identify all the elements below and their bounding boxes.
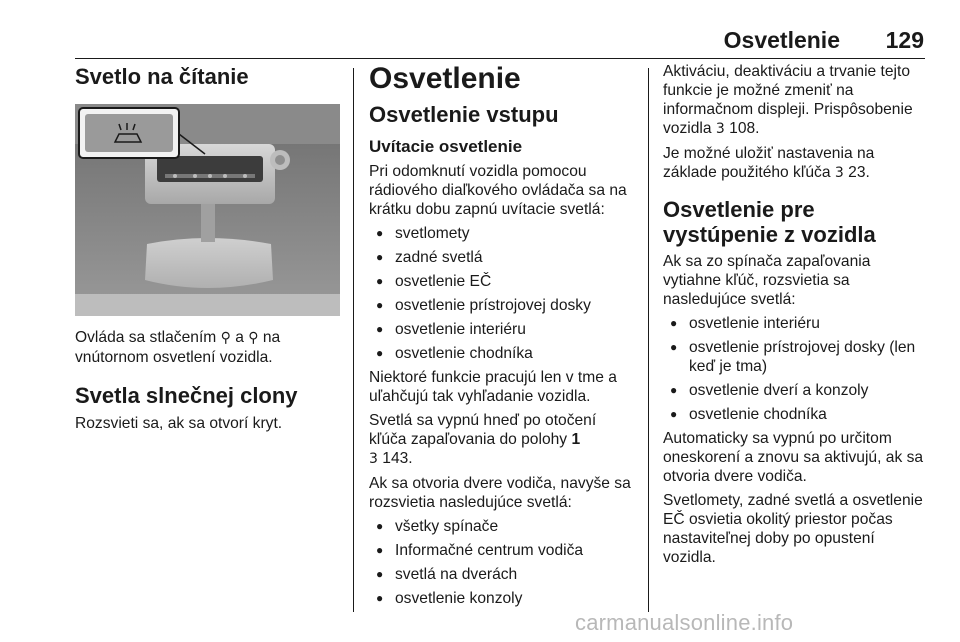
watermark: carmanualsonline.info xyxy=(575,610,794,635)
section-heading-exit-lighting: Osvetlenie pre vystúpenie z vozidla xyxy=(663,197,876,247)
list-item: ● všetky spínače xyxy=(369,517,637,536)
column-divider-2 xyxy=(648,68,649,612)
page-ref-link[interactable]: 23. xyxy=(848,164,870,181)
settings-text: Aktiváciu, deaktiváciu a trvanie tejto funkcie je možné zmeniť na informačnom displeji. Prispôsobenie vozidla 3 108. xyxy=(663,63,913,137)
reading-light-caption: Ovláda sa stlačením ⚲ a ⚲ na vnútornom osvetlení vozidla. xyxy=(75,329,281,366)
header-title: Osvetlenie xyxy=(723,27,840,53)
list-item: ● zadné svetlá xyxy=(369,248,637,267)
page-ref-arrow-icon: 3 xyxy=(369,451,378,467)
key-settings-text: Je možné uložiť nastavenia na základe použitého kľúča 3 23. xyxy=(663,145,875,181)
page-number: 129 xyxy=(885,27,924,53)
list-item: ● osvetlenie interiéru xyxy=(663,314,931,333)
driver-door-text: Ak sa otvoria dvere vodiča, navyše sa rozsvietia nasledujúce svetlá: xyxy=(369,475,631,511)
list-item: ● svetlomety xyxy=(369,224,637,243)
list-item: ● osvetlenie prístrojovej dosky xyxy=(369,296,637,315)
column-divider-1 xyxy=(353,68,354,612)
page-ref-arrow-icon: 3 xyxy=(715,121,725,137)
list-item: ● Informačné centrum vodiča xyxy=(369,541,637,560)
page-ref-link[interactable]: 108. xyxy=(729,120,760,137)
welcome-lighting-intro: Pri odomknutí vozidla pomocou rádiového diaľkového ovládača sa na krátku dobu zapnú uvítacie svetlá: xyxy=(369,163,627,218)
subsection-heading-welcome-lighting: Uvítacie osvetlenie xyxy=(369,137,523,156)
list-item: ● svetlá na dverách xyxy=(369,565,637,584)
section-heading-reading-light: Svetlo na čítanie xyxy=(75,64,249,89)
exit-lighting-intro: Ak sa zo spínača zapaľovania vytiahne kľúč, rozsvietia sa nasledujúce svetlá: xyxy=(663,253,871,308)
header-rule xyxy=(75,58,925,59)
ignition-off-text: Svetlá sa vypnú hneď po otočení kľúča zapaľovania do polohy 1 3 143. xyxy=(369,412,597,467)
list-item: ● osvetlenie chodníka xyxy=(369,344,637,363)
auto-off-text: Automaticky sa vypnú po určitom oneskorení a znovu sa aktivujú, ak sa otvoria dvere vodiča. xyxy=(663,430,924,485)
list-item: ● osvetlenie EČ xyxy=(369,272,637,291)
column-3 xyxy=(663,62,931,572)
sun-visor-text: Rozsvieti sa, ak sa otvorí kryt. xyxy=(75,415,283,432)
reading-light-icon-2: ⚲ xyxy=(248,330,259,346)
list-item: ● osvetlenie dverí a konzoly xyxy=(663,381,931,400)
column-2 xyxy=(369,62,637,613)
chapter-heading: Osvetlenie xyxy=(369,62,521,95)
reading-light-icon: ⚲ xyxy=(220,330,231,346)
column-1 xyxy=(75,62,340,438)
list-item: ● osvetlenie interiéru xyxy=(369,320,637,339)
exit-lights-list xyxy=(663,314,931,424)
list-item: ● osvetlenie konzoly xyxy=(369,589,637,608)
list-item: ● osvetlenie prístrojovej dosky (len keď je tma) xyxy=(663,338,931,376)
list-item: ● osvetlenie chodníka xyxy=(663,405,931,424)
driver-door-lights-list xyxy=(369,517,637,608)
section-heading-entry-lighting: Osvetlenie vstupu xyxy=(369,102,559,127)
headlights-text: Svetlomety, zadné svetlá a osvetlenie EČ osvietia okolitý priestor počas nastaviteľnej doby po opustení vozidla. xyxy=(663,492,923,566)
welcome-lights-list xyxy=(369,224,637,363)
dark-functions-text: Niektoré funkcie pracujú len v tme a uľahčujú tak vyhľadanie vozidla. xyxy=(369,369,617,405)
page-ref-arrow-icon: 3 xyxy=(834,165,844,181)
page-ref-link[interactable]: 143. xyxy=(382,450,413,467)
interior-light-photo xyxy=(75,104,340,316)
section-heading-sun-visor: Svetla slnečnej clony xyxy=(75,383,298,408)
